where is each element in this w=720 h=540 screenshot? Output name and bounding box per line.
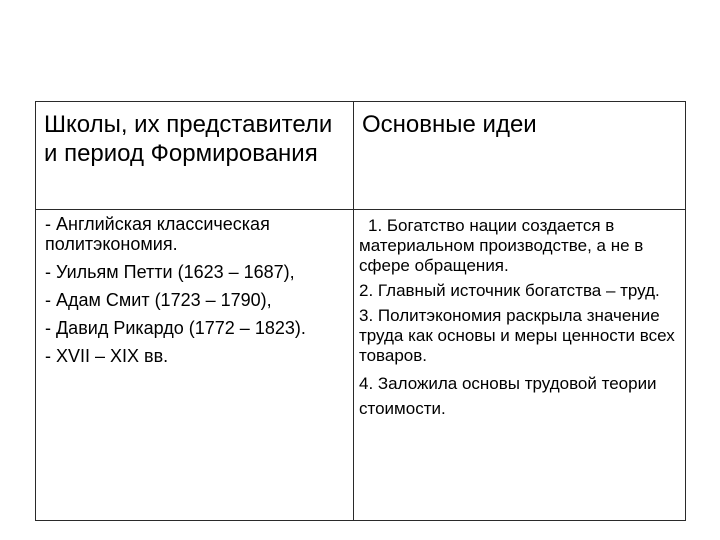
list-item: 3. Политэкономия раскрыла значение труда как основы и меры ценности всех товаров.	[359, 306, 675, 365]
ideas-cell	[354, 210, 686, 521]
list-item: - Английская классическая политэкономия.	[45, 214, 270, 254]
header-cell-schools	[36, 102, 354, 210]
table-header-row	[36, 102, 686, 210]
list-item: - XVII – XIX вв.	[45, 346, 169, 366]
list-item: - Уильям Петти (1623 – 1687),	[45, 262, 295, 282]
header-schools-text: Школы, их представители и период Формирования	[44, 111, 333, 167]
list-item: 2. Главный источник богатства – труд.	[359, 281, 660, 300]
schools-list	[36, 210, 353, 366]
schools-cell	[36, 210, 354, 521]
list-item: 4. Заложила основы трудовой теории стоимости.	[359, 374, 657, 418]
header-ideas-text: Основные идеи	[362, 111, 537, 138]
list-item: 1. Богатство нации создается в материальном производстве, а не в сфере обращения.	[359, 216, 644, 275]
list-item: - Давид Рикардо (1772 – 1823).	[45, 318, 306, 338]
table-body-row	[36, 210, 686, 521]
list-item: - Адам Смит (1723 – 1790),	[45, 290, 272, 310]
ideas-list	[354, 210, 685, 421]
schools-table	[35, 101, 686, 521]
header-cell-ideas	[354, 102, 686, 210]
